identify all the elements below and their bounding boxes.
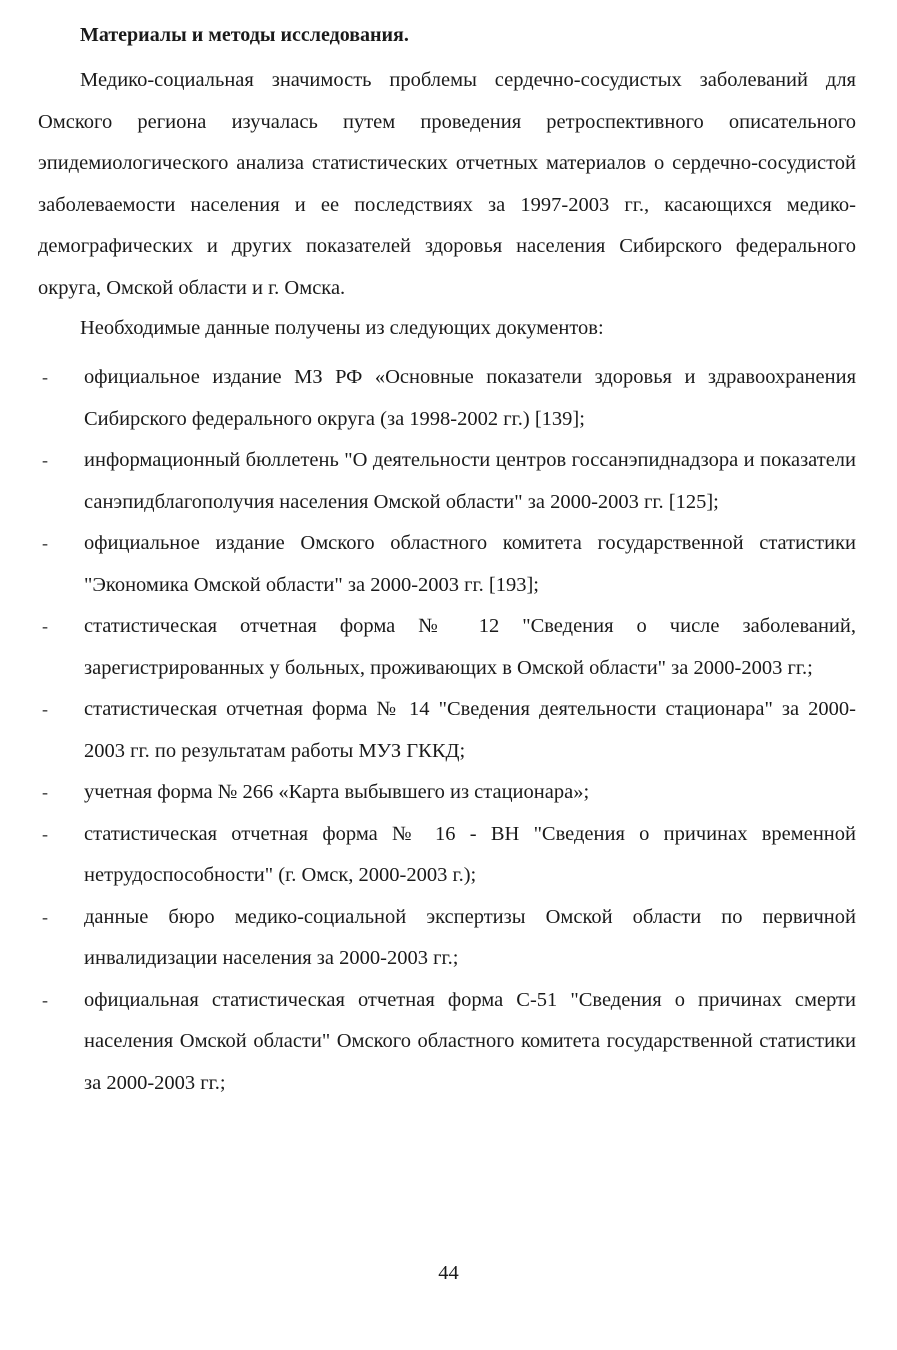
list-item [0,523,856,606]
list-item [0,440,856,523]
list-item-text: официальная статистическая отчетная форма С-51 "Сведения о причинах смерти населения Омской области" Омского областного комитета государственной статистики за 2000-2003 гг.; [84,988,856,1094]
list-dash-marker: - [42,616,48,636]
list-item-text: учетная форма № 266 «Карта выбывшего из стационара»; [84,781,590,803]
list-item [0,980,856,1105]
list-dash-marker: - [42,699,48,719]
list-dash-marker: - [42,782,48,802]
list-item [0,897,856,980]
list-item-text: официальное издание МЗ РФ «Основные показатели здоровья и здравоохранения Сибирского федерального округа (за 1998-2002 гг.) [139]; [84,366,856,430]
list-dash-marker: - [42,989,48,1010]
list-dash-marker: - [42,450,48,470]
list-item-text: статистическая отчетная форма № 14 "Сведения деятельности стационара" за 2000-2003 гг. по результатам работы МУЗ ГККД; [84,698,856,762]
page-number: 44 [438,1262,459,1284]
intro-paragraph: Медико-социальная значимость проблемы сердечно-сосудистых заболеваний для Омского региона изучалась путем проведения ретроспективного описательного эпидемиологического анализа статистических отчетных материалов о сердечно-сосудистой заболеваемости населения и ее последствиях за 1997-2003 гг., касающихся медико-демографических и других показателей здоровья населения Сибирского федерального округа, Омской области и г. Омска. [38,69,856,299]
list-dash-marker: - [42,823,48,844]
list-item [0,357,856,440]
list-item [0,772,856,814]
list-item-text: данные бюро медико-социальной экспертизы Омской области по первичной инвалидизации населения за 2000-2003 гг.; [84,905,856,969]
sources-list [0,357,897,1104]
list-dash-marker: - [42,367,48,387]
list-item [0,814,856,897]
list-dash-marker: - [42,906,48,927]
list-item [0,689,856,772]
list-dash-marker: - [42,533,48,553]
list-item-text: информационный бюллетень "О деятельности центров госсанэпиднадзора и показатели санэпидблагополучия населения Омской области" за 2000-2003 гг. [125]; [84,449,856,513]
sources-lead-paragraph: Необходимые данные получены из следующих документов: [80,317,604,339]
list-item-text: статистическая отчетная форма № 16 - ВН "Сведения о причинах временной нетрудоспособности" (г. Омск, 2000-2003 г.); [84,822,856,886]
list-item-text: официальное издание Омского областного комитета государственной статистики "Экономика Омской области" за 2000-2003 гг. [193]; [84,532,856,596]
list-item-text: статистическая отчетная форма № 12 "Сведения о числе заболеваний, зарегистрированных у больных, проживающих в Омской области" за 2000-2003 гг.; [84,615,856,679]
section-heading: Материалы и методы исследования. [80,24,409,46]
list-item [0,606,856,689]
